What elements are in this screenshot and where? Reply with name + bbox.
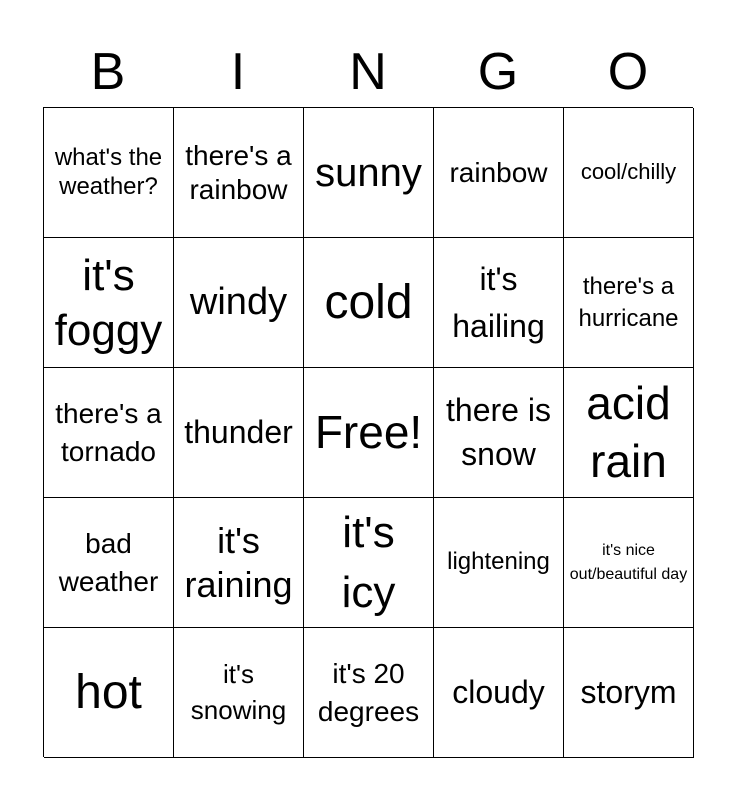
- cell-text: lightening: [447, 548, 550, 576]
- bingo-cell-r5c3[interactable]: [304, 628, 434, 758]
- bingo-grid: [43, 107, 693, 757]
- cell-text: hot: [75, 665, 142, 719]
- cell-text: thunder: [184, 413, 293, 450]
- cell-text: Free!: [314, 405, 423, 458]
- bingo-cell-r2c5[interactable]: [564, 238, 694, 368]
- cell-text: it's foggy: [54, 250, 163, 355]
- bingo-cell-r2c1[interactable]: [44, 238, 174, 368]
- cell-text: there's a hurricane: [578, 273, 679, 332]
- cell-text: storym: [580, 673, 677, 710]
- cell-text: there is snow: [446, 392, 551, 472]
- bingo-cell-r2c3[interactable]: [304, 238, 434, 368]
- bingo-cell-r1c1[interactable]: [44, 108, 174, 238]
- cell-text: rainbow: [449, 156, 548, 188]
- bingo-cell-r3c2[interactable]: [174, 368, 304, 498]
- cell-text: sunny: [315, 150, 422, 195]
- bingo-cell-r5c5[interactable]: [564, 628, 694, 758]
- bingo-cell-r3c1[interactable]: [44, 368, 174, 498]
- cell-text: windy: [189, 280, 288, 323]
- cell-text: bad weather: [58, 527, 159, 597]
- header-letter-n: N: [349, 43, 387, 101]
- cell-text: it's snowing: [190, 659, 287, 725]
- bingo-cell-r4c5[interactable]: [564, 498, 694, 628]
- header-letter-b: B: [90, 43, 126, 101]
- bingo-header: [43, 36, 693, 108]
- bingo-cell-r4c1[interactable]: [44, 498, 174, 628]
- bingo-cell-r2c2[interactable]: [174, 238, 304, 368]
- bingo-cell-r3c3[interactable]: [304, 368, 434, 498]
- bingo-cell-r5c1[interactable]: [44, 628, 174, 758]
- header-letter-i: I: [230, 43, 246, 101]
- header-letter-o: O: [607, 43, 649, 101]
- header-letter-g: G: [477, 43, 519, 101]
- bingo-cell-r1c4[interactable]: [434, 108, 564, 238]
- bingo-cell-r1c2[interactable]: [174, 108, 304, 238]
- bingo-cell-r5c4[interactable]: [434, 628, 564, 758]
- bingo-cell-r3c5[interactable]: [564, 368, 694, 498]
- cell-text: acid rain: [586, 377, 671, 487]
- cell-text: it's 20 degrees: [317, 657, 420, 727]
- bingo-cell-r5c2[interactable]: [174, 628, 304, 758]
- bingo-cell-r1c5[interactable]: [564, 108, 694, 238]
- bingo-cell-r3c4[interactable]: [434, 368, 564, 498]
- cell-text: there's a rainbow: [185, 139, 292, 205]
- bingo-cell-r4c3[interactable]: [304, 498, 434, 628]
- bingo-cell-r1c3[interactable]: [304, 108, 434, 238]
- cell-text: there's a tornado: [55, 397, 162, 467]
- bingo-cell-r4c2[interactable]: [174, 498, 304, 628]
- cell-text: it's nice out/beautiful day: [569, 541, 688, 583]
- cell-text: it's hailing: [452, 261, 545, 344]
- cell-text: what's the weather?: [54, 143, 163, 200]
- bingo-cell-r4c4[interactable]: [434, 498, 564, 628]
- cell-text: it's icy: [341, 508, 396, 617]
- cell-text: cool/chilly: [580, 159, 677, 185]
- cell-text: it's raining: [184, 520, 293, 605]
- cell-text: cold: [324, 275, 413, 329]
- cell-text: cloudy: [452, 673, 545, 710]
- bingo-cell-r2c4[interactable]: [434, 238, 564, 368]
